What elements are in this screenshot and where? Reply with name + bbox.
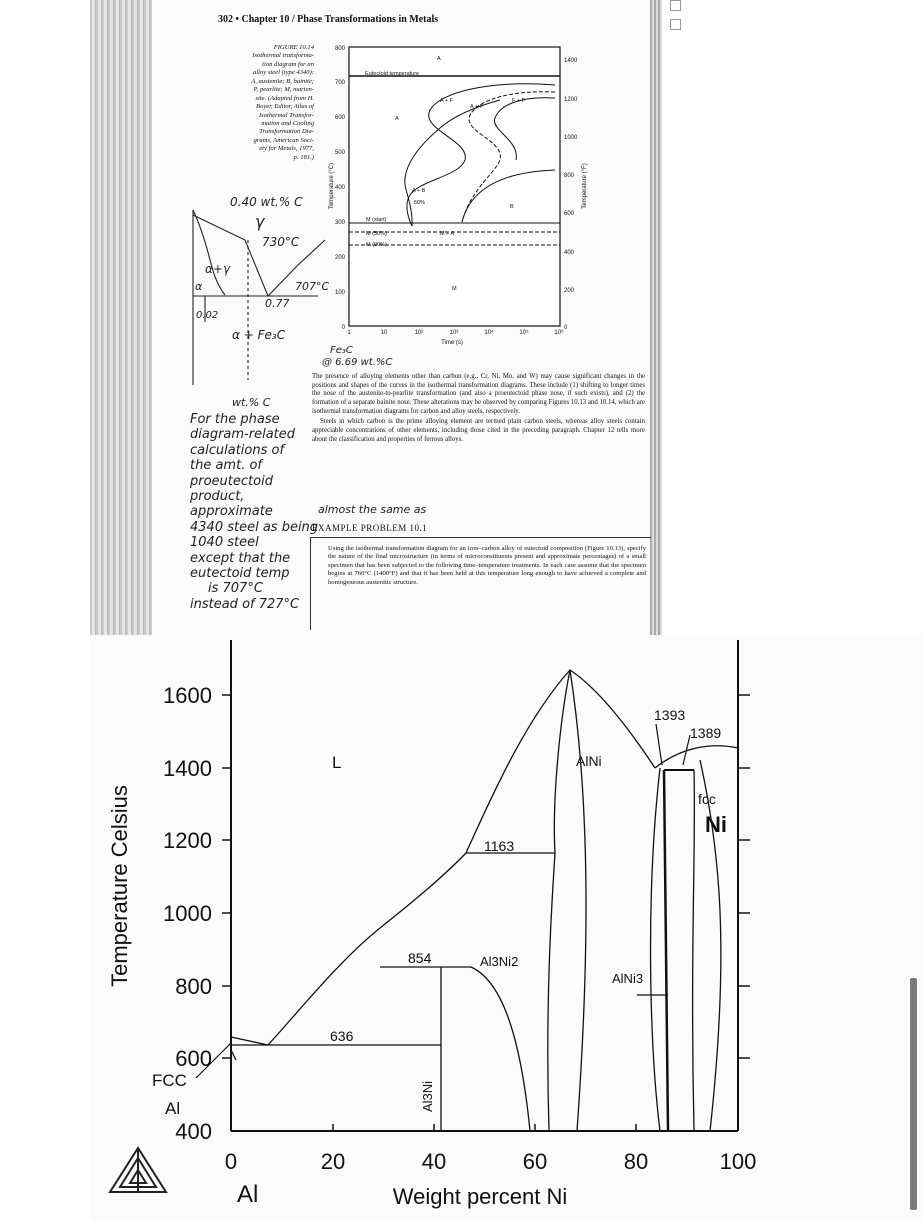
hw-fe3c-wt: @ 6.69 wt.%C <box>322 357 393 368</box>
caption-line: FIGURE 10.14 <box>273 44 314 51</box>
tick-label: 400 <box>564 250 575 256</box>
tick-label: 40 <box>421 1149 447 1174</box>
hw-comp: 0.40 wt.% C <box>230 195 303 209</box>
tick-label: 800 <box>175 974 212 999</box>
hw-note-line: except that the <box>190 550 291 566</box>
ttt-label: 50% <box>414 200 426 206</box>
ttt-label: A <box>437 56 441 62</box>
phase-label-alni: AlNi <box>576 753 602 769</box>
phase-label-al: Al <box>165 1099 181 1118</box>
phase-label-liquid: L <box>332 753 342 772</box>
tick-label: 10³ <box>449 330 459 336</box>
caption-line: Boyer, Editor, Atlas of <box>256 103 314 111</box>
tick-label: 1200 <box>564 97 578 103</box>
hw-alpha-fe3c: α + Fe₃C <box>232 328 286 342</box>
tick-label: 400 <box>175 1119 212 1144</box>
caption-line: ety for Metals, 1977, <box>259 145 314 153</box>
tick-label: 20 <box>320 1149 346 1174</box>
axis-label: Time (s) <box>441 340 463 346</box>
hw-alpha: α <box>195 280 203 293</box>
page-header: 302 • Chapter 10 / Phase Transformations in Metals <box>218 14 439 25</box>
caption-line: mation and Cooling <box>261 119 314 127</box>
tick-label: 200 <box>564 288 575 294</box>
hw-c002: 0.02 <box>196 310 219 321</box>
tick-label: 300 <box>334 220 345 226</box>
tick-label: 1000 <box>564 135 578 141</box>
y-axis-label: Temperature Celsius <box>107 785 132 987</box>
body-paragraph: The presence of alloying elements other than carbon (e.g., Cr, Ni, Mo, and W) may cause significant changes in the positions and shapes of the curves in the isothermal transformation diagrams. These include (1) shifting to longer times the nose of the austenite-to-pearlite transformation (and also a proeutectoid phase nose, if such exists), and (2) the formation of a separate bainite nose. These alterations may be observed by comparing Figures 10.13 and 10.14, which are isothermal transformation diagrams for carbon and alloy steels, respectively. <box>312 373 645 415</box>
handwritten-sketch <box>180 195 325 395</box>
phase-label-al3ni2: Al3Ni2 <box>480 954 519 969</box>
tick-label: 60 <box>522 1149 548 1174</box>
tick-label: 1000 <box>163 901 212 926</box>
caption-line: alloy steel (type 4340): <box>253 69 314 77</box>
phase-label-al3ni: Al3Ni <box>420 1080 435 1112</box>
caption-line: p. 181.) <box>293 153 314 161</box>
ttt-label: M <box>452 286 457 292</box>
tick-label: 1400 <box>163 756 212 781</box>
temp-label-636: 636 <box>330 1028 354 1044</box>
ttt-plot-frame <box>349 47 560 326</box>
axis-label: Temperature (°F) <box>582 163 588 209</box>
alni-phase-diagram <box>90 635 923 1222</box>
hw-note-line: proeutectoid <box>190 473 273 489</box>
ttt-label: A + F <box>440 98 453 104</box>
x-axis-label: Weight percent Ni <box>392 1184 568 1209</box>
tick-label: 1400 <box>564 58 578 64</box>
hw-note-line: eutectoid temp <box>190 566 290 582</box>
hw-note-line: calculations of <box>190 442 285 458</box>
tick-label: 100 <box>334 290 345 296</box>
ttt-label: M + A <box>440 231 455 237</box>
tick-label: 800 <box>564 173 575 179</box>
hw-note-line: For the phase <box>190 412 280 427</box>
temp-label-854: 854 <box>408 950 432 966</box>
tick-label: 10² <box>414 330 424 336</box>
tick-label: 600 <box>564 211 575 217</box>
hw-note-line: instead of 727°C <box>190 596 300 612</box>
ttt-diagram <box>300 40 600 350</box>
ttt-label: B <box>510 204 514 210</box>
hw-note-line: approximate <box>190 504 273 520</box>
ttt-label: Eutectoid temperature <box>365 71 420 77</box>
example-title: EXAMPLE PROBLEM 10.1 <box>312 523 428 533</box>
hw-note-line: is 707°C <box>208 581 263 597</box>
element-label-al: Al <box>237 1181 259 1208</box>
hw-note-line: 4340 steel as being <box>190 519 319 535</box>
tick-label: 0 <box>564 325 568 331</box>
ttt-label: A <box>395 116 399 122</box>
tick-label: 1 <box>347 330 351 336</box>
tick-label: 80 <box>623 1149 649 1174</box>
example-text: Using the isothermal transformation diagram for an iron–carbon alloy of eutectoid composition (Figure 10.13), specify the nature of the final microstructure (in terms of microconstituents present and approximate percentages) of a small specimen that has been subjected to the following time–temperature treatments. In each case assume that the specimen begins at 760°C (1400°F) and that it has been held at this temperature long enough to have achieved a complete and homogeneous austenitic structure. <box>328 545 646 586</box>
diagram-background <box>90 635 923 1222</box>
caption-line: tion diagram for an <box>262 60 314 68</box>
body-text <box>312 373 645 447</box>
caption-line: grams, American Soci- <box>253 136 314 144</box>
tick-label: 10 <box>380 330 388 336</box>
hw-fe3c: Fe₃C <box>330 345 353 356</box>
hw-c077: 0.77 <box>265 297 290 310</box>
temp-label-1393: 1393 <box>654 707 686 723</box>
caption-line: Isothermal Transfor- <box>258 111 314 119</box>
tick-label: 600 <box>334 115 345 121</box>
caption-line: Isothermal transforma- <box>252 52 314 60</box>
hw-t730: 730°C <box>262 235 300 249</box>
checkbox-icon[interactable] <box>670 0 681 11</box>
tick-label: 10⁵ <box>519 330 529 336</box>
tick-label: 800 <box>334 46 345 52</box>
scrollbar-thumb[interactable] <box>910 978 917 1210</box>
phase-label-fcc-al: FCC <box>152 1071 187 1090</box>
phase-label-fcc: fcc <box>698 791 716 807</box>
tick-label: 10⁶ <box>554 330 564 336</box>
tick-label: 700 <box>334 80 345 86</box>
caption-line: A, austenite; B, bainite; <box>251 77 314 85</box>
tick-label: 0 <box>224 1149 238 1174</box>
hw-note <box>190 412 318 612</box>
tick-label: 400 <box>334 185 345 191</box>
caption-line: P, pearlite; M, marten- <box>253 86 314 94</box>
ttt-label: M (50%) <box>366 231 387 237</box>
tick-label: 10⁴ <box>484 330 494 336</box>
hw-note-line: 1040 steel <box>190 535 259 551</box>
temp-label-1163: 1163 <box>484 838 515 854</box>
hw-note-same: almost the same as <box>318 503 427 516</box>
caption-line: site. (Adapted from H. <box>255 94 314 102</box>
caption-line: Transformation Dia- <box>259 128 314 136</box>
hw-note-line: product, <box>190 489 245 505</box>
page-gutter-right <box>650 0 662 635</box>
body-paragraph: Steels in which carbon is the prime alloying element are termed plain carbon steels, whereas alloy steels contain appreciable concentrations of other elements, including those cited in the preceding paragraph. Chapter 12 tells more about the classification and properties of ferrous alloys. <box>312 418 645 443</box>
tick-label: 1600 <box>163 683 212 708</box>
phase-label-alni3: AlNi3 <box>612 971 644 986</box>
tick-label: 0 <box>341 325 345 331</box>
ttt-label: F + P <box>512 98 526 104</box>
checkbox-icon[interactable] <box>670 19 681 30</box>
page-gutter-left <box>90 0 152 635</box>
tick-label: 600 <box>175 1046 212 1071</box>
hw-alpha-gamma: α+γ <box>205 262 231 276</box>
ttt-label: A + B <box>412 188 426 194</box>
tick-label: 500 <box>334 150 345 156</box>
axis-label: Temperature (°C) <box>329 162 335 210</box>
hw-gamma: γ <box>255 212 265 231</box>
hw-wtc: wt.% C <box>232 396 271 409</box>
hw-t707: 707°C <box>295 280 330 293</box>
hw-note-line: diagram-related <box>190 427 296 443</box>
tick-label: 100 <box>719 1149 757 1174</box>
hw-note-line: the amt. of <box>190 458 262 474</box>
temp-label-1389: 1389 <box>690 725 722 741</box>
element-label-ni: Ni <box>705 812 727 837</box>
ttt-label: A + P <box>470 104 484 110</box>
ttt-label: M (start) <box>366 217 387 223</box>
tick-label: 200 <box>334 255 345 261</box>
tick-label: 1200 <box>163 828 212 853</box>
ttt-label: M (90%) <box>366 242 387 248</box>
